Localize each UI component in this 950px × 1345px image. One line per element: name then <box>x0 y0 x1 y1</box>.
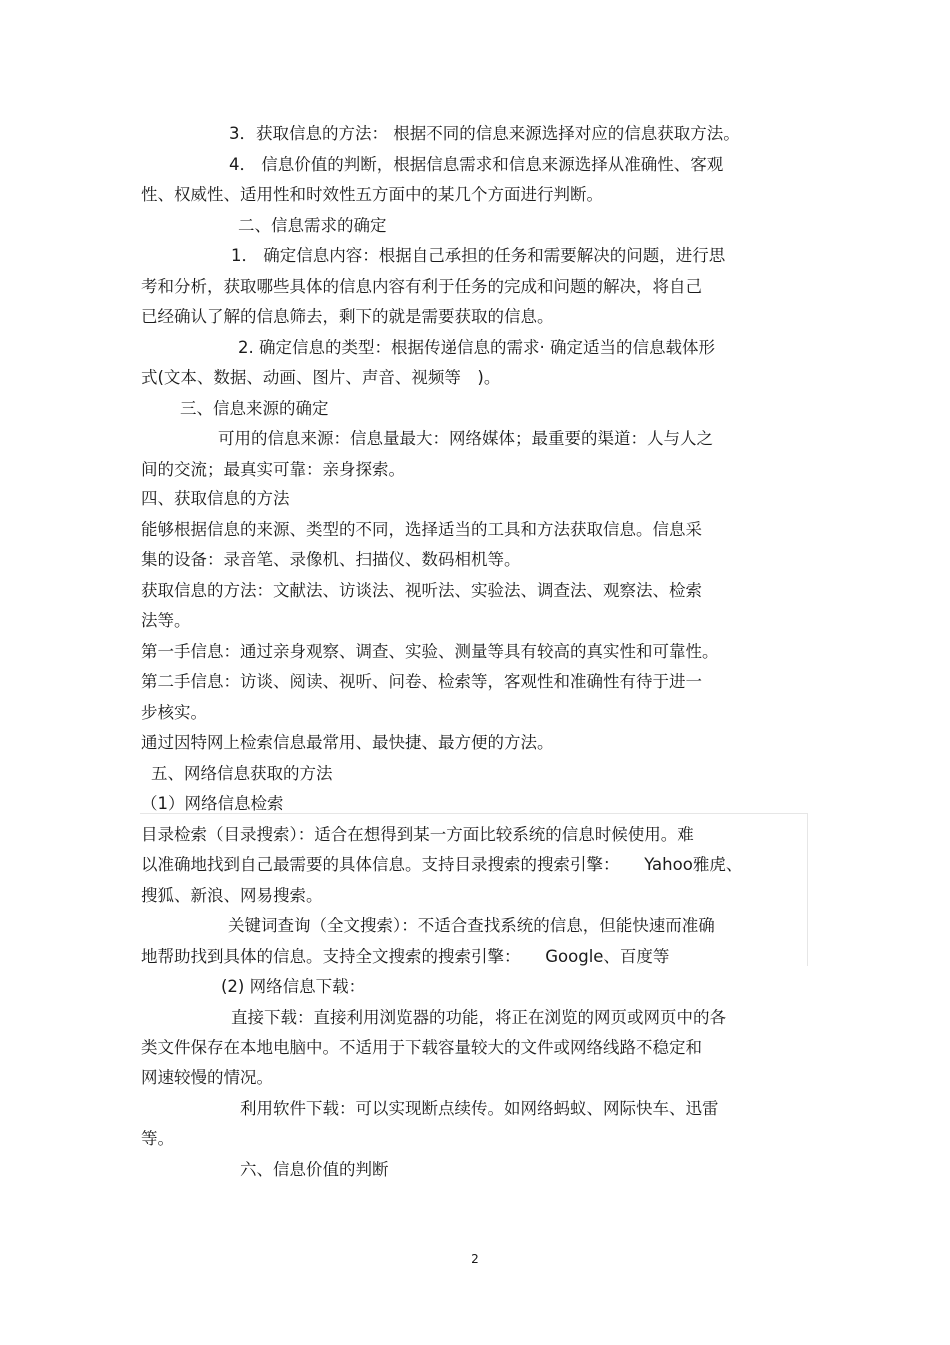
text-line: 间的交流；最真实可靠：亲身探索。 <box>141 460 405 479</box>
text-line: 地帮助找到具体的信息。支持全文搜索的搜索引擎： Google、百度等 <box>141 947 670 966</box>
text-line: 3．获取信息的方法： 根据不同的信息来源选择对应的信息获取方法。 <box>229 124 740 143</box>
text-line: 第一手信息：通过亲身观察、调查、实验、测量等具有较高的真实性和可靠性。 <box>141 642 719 661</box>
section-heading: 二、信息需求的确定 <box>238 216 387 235</box>
text-line: 利用软件下载：可以实现断点续传。如网络蚂蚁、网际快车、迅雷 <box>240 1099 719 1118</box>
text-line: 获取信息的方法：文献法、访谈法、视听法、实验法、调查法、观察法、检索 <box>141 581 702 600</box>
text-line: 1． 确定信息内容：根据自己承担的任务和需要解决的问题，进行思 <box>231 246 726 265</box>
subsection-heading: (2) 网络信息下载： <box>221 977 366 996</box>
text-line: 网速较慢的情况。 <box>141 1068 273 1087</box>
text-line: 搜狐、新浪、网易搜索。 <box>141 886 323 905</box>
section-heading: 六、信息价值的判断 <box>240 1160 389 1179</box>
text-line: 第二手信息：访谈、阅读、视听、问卷、检索等，客观性和准确性有待于进一 <box>141 672 702 691</box>
text-line: 集的设备：录音笔、录像机、扫描仪、数码相机等。 <box>141 550 521 569</box>
section-heading: 三、信息来源的确定 <box>180 399 329 418</box>
text-line: 4． 信息价值的判断，根据信息需求和信息来源选择从准确性、客观 <box>229 155 724 174</box>
page-number: 2 <box>471 1252 479 1266</box>
text-line: 目录检索（目录搜索）：适合在想得到某一方面比较系统的信息时候使用。难 <box>141 825 694 844</box>
subsection-heading: （1）网络信息检索 <box>141 794 284 813</box>
text-line: 等。 <box>141 1129 174 1148</box>
text-line: 考和分析，获取哪些具体的信息内容有利于任务的完成和问题的解决，将自己 <box>141 277 702 296</box>
text-line: 性、权威性、适用性和时效性五方面中的某几个方面进行判断。 <box>141 185 603 204</box>
text-line: 可用的信息来源：信息量最大：网络媒体；最重要的渠道：人与人之 <box>218 429 713 448</box>
text-line: 已经确认了解的信息筛去，剩下的就是需要获取的信息。 <box>141 307 554 326</box>
text-line: 式(文本、数据、动画、图片、声音、视频等 )。 <box>141 368 501 387</box>
text-line: 类文件保存在本地电脑中。不适用于下载容量较大的文件或网络线路不稳定和 <box>141 1038 702 1057</box>
text-line: 直接下载：直接利用浏览器的功能，将正在浏览的网页或网页中的各 <box>231 1008 726 1027</box>
text-line: 步核实。 <box>141 703 207 722</box>
text-line: 关键词查询（全文搜索）：不适合查找系统的信息，但能快速而准确 <box>228 916 715 935</box>
text-line: 法等。 <box>141 611 191 630</box>
text-line: 通过因特网上检索信息最常用、最快捷、最方便的方法。 <box>141 733 554 752</box>
text-line: 2. 确定信息的类型：根据传递信息的需求· 确定适当的信息载体形 <box>238 338 715 357</box>
text-line: 能够根据信息的来源、类型的不同，选择适当的工具和方法获取信息。信息采 <box>141 520 702 539</box>
section-heading: 四、获取信息的方法 <box>141 489 290 508</box>
section-heading: 五、网络信息获取的方法 <box>151 764 333 783</box>
text-line: 以准确地找到自己最需要的具体信息。支持目录搜索的搜索引擎： Yahoo雅虎、 <box>141 855 743 874</box>
